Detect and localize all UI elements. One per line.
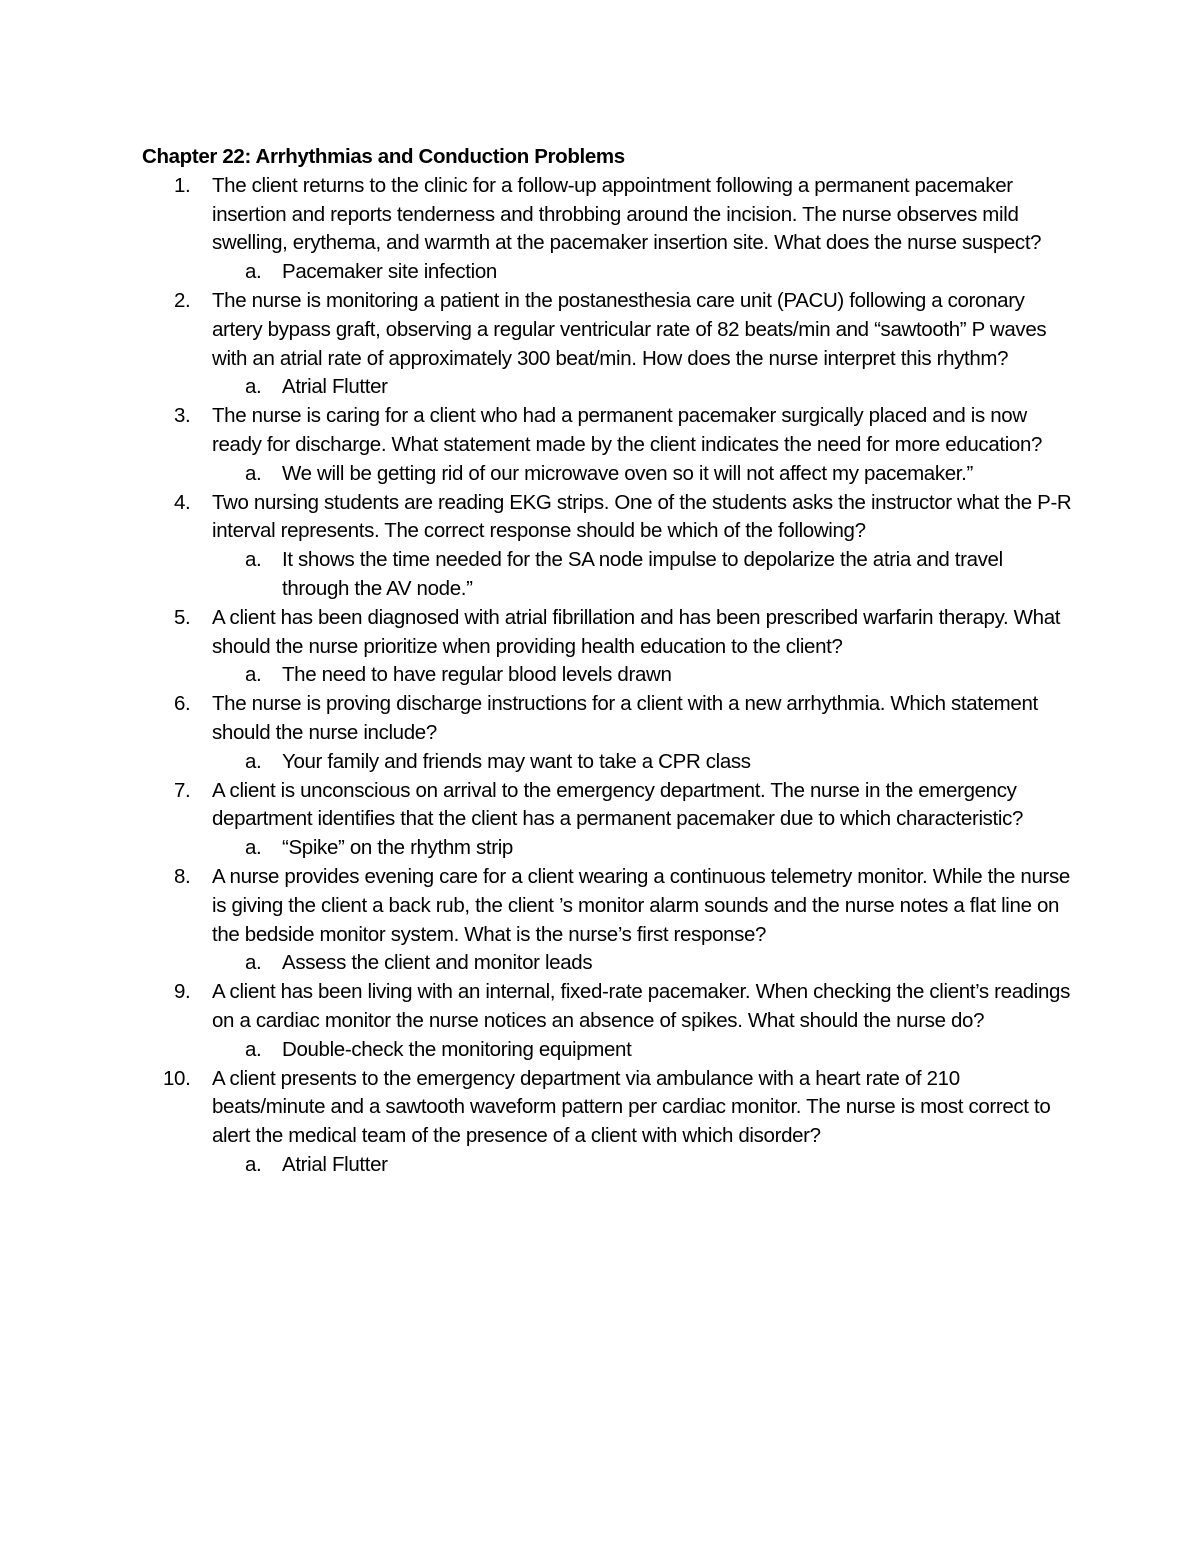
question-text: The client returns to the clinic for a follow-up appointment following a permanent pacemaker insertion and reports tenderness and throbbing around the incision. The nurse observes mild swelling, erythema, and warmth at the pacemaker insertion site. What does the nurse suspect? bbox=[212, 173, 1042, 255]
question-item bbox=[142, 172, 1072, 287]
answer-text: Atrial Flutter bbox=[282, 375, 388, 399]
question-item bbox=[142, 604, 1072, 690]
answer-text: It shows the time needed for the SA node impulse to depolarize the atria and travel through the AV node.” bbox=[282, 548, 1003, 600]
answer-letter: a. bbox=[245, 548, 262, 572]
answer-item bbox=[212, 373, 1072, 402]
answer-letter: a. bbox=[245, 663, 262, 687]
answer-item bbox=[212, 1151, 1072, 1180]
answer-item bbox=[212, 546, 1072, 604]
question-number: 9. bbox=[174, 980, 191, 1004]
question-text: A client is unconscious on arrival to the emergency department. The nurse in the emergency department identifies that the client has a permanent pacemaker due to which characteristic? bbox=[212, 778, 1024, 831]
chapter-title: Chapter 22: Arrhythmias and Conduction Problems bbox=[142, 145, 625, 168]
question-item bbox=[142, 978, 1072, 1064]
answer-letter: a. bbox=[245, 836, 262, 860]
answer-letter: a. bbox=[245, 1152, 262, 1176]
answer-item bbox=[212, 460, 1072, 489]
answer-letter: a. bbox=[245, 951, 262, 975]
question-text: Two nursing students are reading EKG strips. One of the students asks the instructor what the P-R interval represents. The correct response should be which of the following? bbox=[212, 490, 1072, 543]
answer-item bbox=[212, 834, 1072, 863]
question-text: The nurse is caring for a client who had a permanent pacemaker surgically placed and is now ready for discharge. What statement made by the client indicates the need for more education? bbox=[212, 404, 1043, 456]
question-item bbox=[142, 1065, 1072, 1180]
answer-text: Double-check the monitoring equipment bbox=[282, 1037, 632, 1061]
question-number: 2. bbox=[174, 288, 191, 312]
answer-item bbox=[212, 748, 1072, 777]
question-text: A client has been living with an internal, fixed-rate pacemaker. When checking the client’s readings on a cardiac monitor the nurse notices an absence of spikes. What should the nurse do? bbox=[212, 980, 1071, 1032]
answer-text: Pacemaker site infection bbox=[282, 260, 497, 284]
question-item bbox=[142, 777, 1072, 863]
question-number: 3. bbox=[174, 404, 191, 428]
answer-text: “Spike” on the rhythm strip bbox=[282, 836, 513, 860]
question-number: 7. bbox=[174, 778, 191, 802]
question-number: 5. bbox=[174, 605, 191, 629]
question-number: 10. bbox=[163, 1066, 191, 1090]
question-item bbox=[142, 287, 1072, 402]
question-item bbox=[142, 402, 1072, 488]
question-text: A client has been diagnosed with atrial fibrillation and has been prescribed warfarin therapy. What should the nurse prioritize when providing health education to the client? bbox=[212, 605, 1061, 658]
answer-letter: a. bbox=[245, 461, 262, 485]
question-text: A nurse provides evening care for a client wearing a continuous telemetry monitor. While the nurse is giving the client a back rub, the client ’s monitor alarm sounds and the nurse notes a flat line on the bedside monitor system. What is the nurse’s first response? bbox=[212, 864, 1070, 946]
answer-letter: a. bbox=[245, 260, 262, 284]
answer-text: Assess the client and monitor leads bbox=[282, 951, 593, 975]
question-list bbox=[142, 172, 1072, 1180]
question-number: 8. bbox=[174, 864, 191, 888]
document-content bbox=[142, 143, 1072, 1180]
question-item bbox=[142, 489, 1072, 604]
question-text: The nurse is monitoring a patient in the postanesthesia care unit (PACU) following a coronary artery bypass graft, observing a regular ventricular rate of 82 beats/min and “sawtooth” P waves with an atrial rate of approximately 300 beat/min. How does the nurse interpret this rhythm? bbox=[212, 288, 1047, 370]
question-item bbox=[142, 863, 1072, 978]
answer-letter: a. bbox=[245, 749, 262, 773]
answer-item bbox=[212, 258, 1072, 287]
answer-item bbox=[212, 661, 1072, 690]
question-number: 6. bbox=[174, 692, 191, 716]
answer-text: Atrial Flutter bbox=[282, 1152, 388, 1176]
answer-text: Your family and friends may want to take a CPR class bbox=[282, 749, 751, 773]
question-number: 4. bbox=[174, 490, 191, 514]
question-text: The nurse is proving discharge instructions for a client with a new arrhythmia. Which statement should the nurse include? bbox=[212, 692, 1038, 744]
question-item bbox=[142, 690, 1072, 776]
answer-item bbox=[212, 949, 1072, 978]
answer-text: The need to have regular blood levels drawn bbox=[282, 663, 672, 687]
question-number: 1. bbox=[174, 173, 191, 197]
answer-letter: a. bbox=[245, 1037, 262, 1061]
answer-letter: a. bbox=[245, 375, 262, 399]
question-text: A client presents to the emergency department via ambulance with a heart rate of 210 beats/minute and a sawtooth waveform pattern per cardiac monitor. The nurse is most correct to alert the medical team of the presence of a client with which disorder? bbox=[212, 1066, 1051, 1148]
answer-item bbox=[212, 1036, 1072, 1065]
answer-text: We will be getting rid of our microwave oven so it will not affect my pacemaker.” bbox=[282, 461, 973, 485]
